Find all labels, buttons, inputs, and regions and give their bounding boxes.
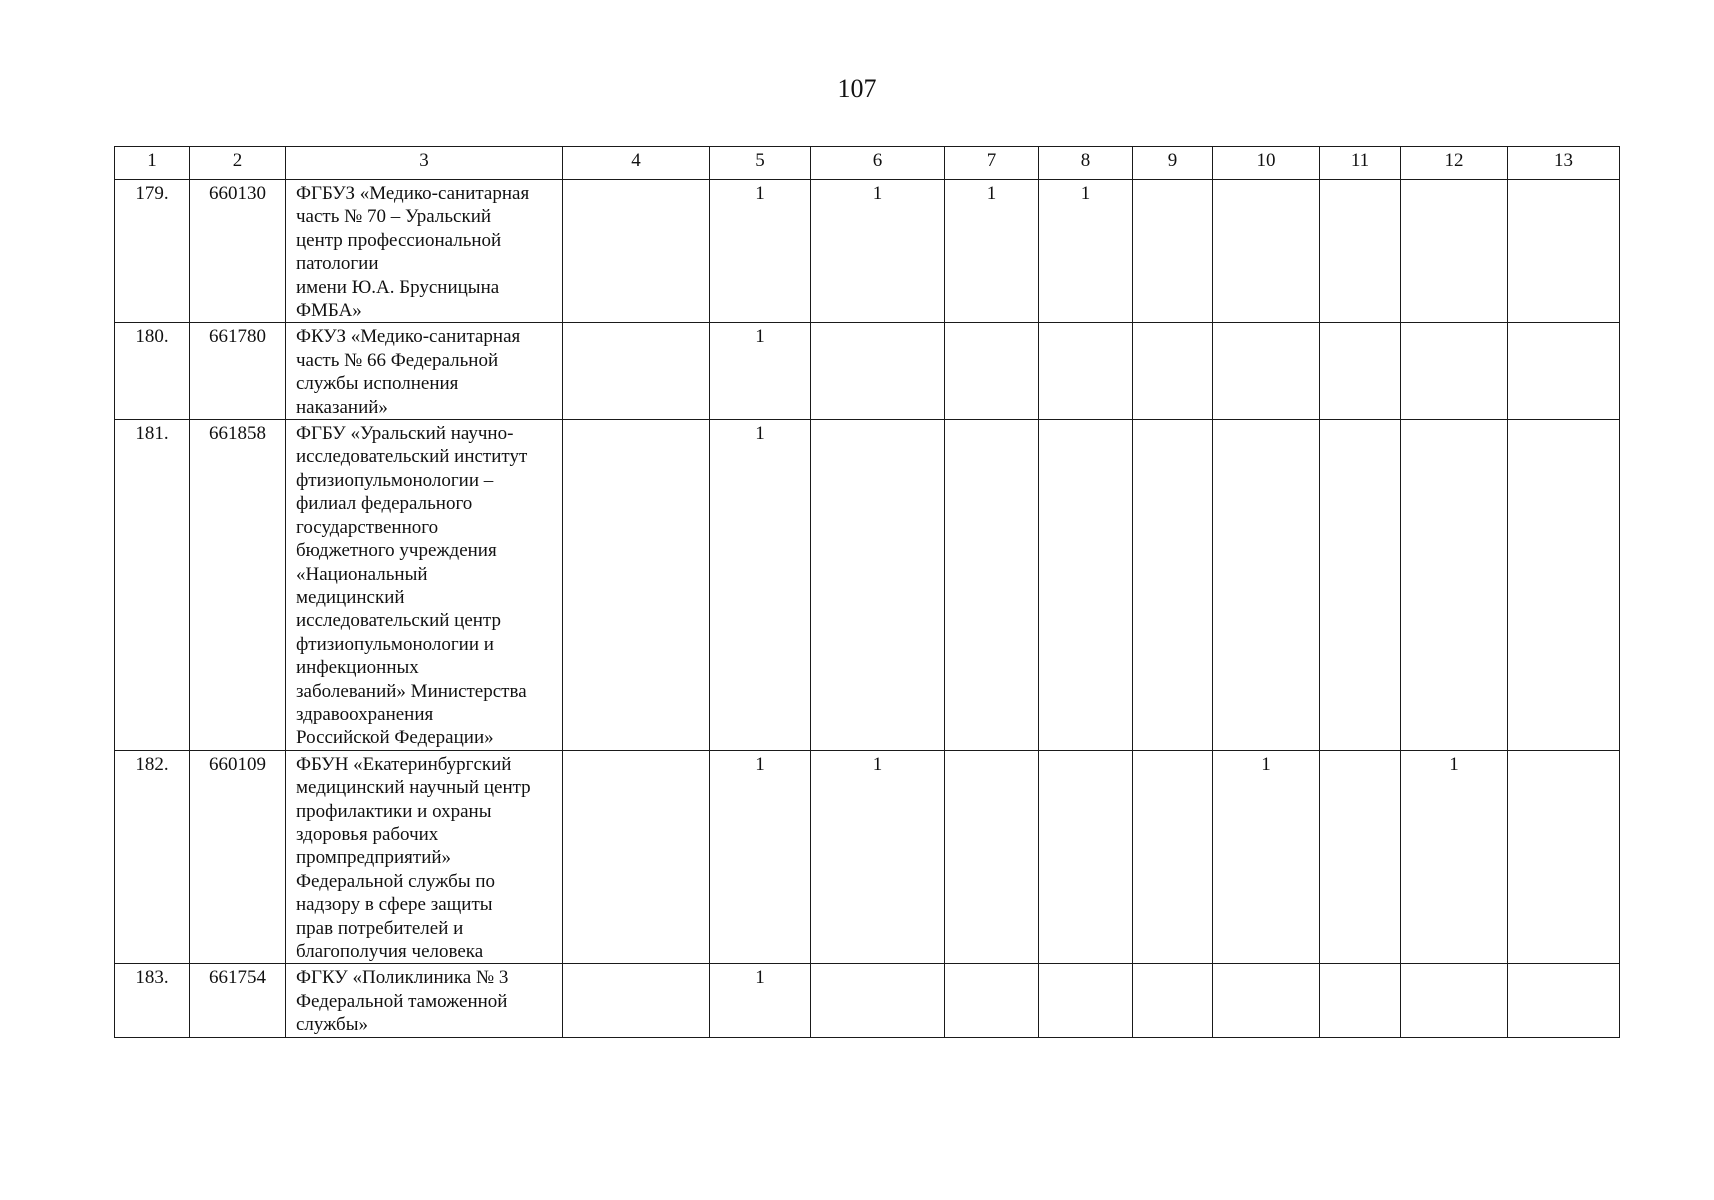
page-number: 107: [837, 74, 877, 103]
organization-name: [286, 750, 563, 964]
value-cell: 1: [710, 964, 811, 1037]
value-cell: [1320, 750, 1401, 964]
value-cell: [945, 964, 1039, 1037]
value-cell: [1213, 323, 1320, 420]
header-cell: 3: [286, 147, 563, 180]
value-cell: [1508, 323, 1620, 420]
organization-name-line: ФБУН «Екатеринбургский: [296, 753, 512, 775]
organization-name-line: ФГБУЗ «Медико-санитарная: [296, 183, 530, 204]
value-cell: [1213, 964, 1320, 1037]
value-cell: [1401, 964, 1508, 1037]
organization-code: 660130: [190, 180, 286, 323]
organization-name-line: благополучия человека: [296, 941, 484, 962]
organization-name-line: фтизиопульмонологии –: [296, 469, 494, 491]
table-row: [115, 964, 1620, 1037]
header-cell: 8: [1039, 147, 1133, 180]
organization-name-line: прав потребителей и: [296, 917, 464, 939]
header-cell: 11: [1320, 147, 1401, 180]
value-cell: [563, 964, 710, 1037]
value-cell: 1: [811, 750, 945, 964]
table-row: [115, 180, 1620, 323]
value-cell: 1: [1213, 750, 1320, 964]
row-number: 182.: [115, 750, 190, 964]
organization-name: [286, 420, 563, 751]
organization-code: 661754: [190, 964, 286, 1037]
table-row: [115, 750, 1620, 964]
value-cell: [1213, 180, 1320, 323]
organization-name-line: исследовательский центр: [296, 610, 501, 632]
organization-name-line: исследовательский институт: [296, 446, 528, 468]
value-cell: 1: [1401, 750, 1508, 964]
registry-table: [114, 146, 1620, 1038]
value-cell: [1508, 964, 1620, 1037]
value-cell: 1: [945, 180, 1039, 323]
organization-code: 660109: [190, 750, 286, 964]
organization-name-line: ФКУЗ «Медико-санитарная: [296, 326, 521, 348]
organization-name-line: службы исполнения: [296, 373, 459, 395]
row-number: 181.: [115, 420, 190, 751]
value-cell: [1320, 323, 1401, 420]
value-cell: [811, 420, 945, 751]
organization-name-line: ФГБУ «Уральский научно-: [296, 423, 514, 445]
value-cell: [1401, 420, 1508, 751]
value-cell: [1133, 323, 1213, 420]
value-cell: 1: [1039, 180, 1133, 323]
header-cell: 12: [1401, 147, 1508, 180]
organization-name-line: профилактики и охраны: [296, 800, 492, 822]
header-row: [115, 147, 1620, 180]
value-cell: [1320, 180, 1401, 323]
value-cell: [1133, 180, 1213, 323]
value-cell: [1039, 750, 1133, 964]
value-cell: [1133, 420, 1213, 751]
organization-name-line: часть № 70 – Уральский: [296, 206, 492, 228]
value-cell: [1213, 420, 1320, 751]
organization-name-line: надзору в сфере защиты: [296, 894, 493, 916]
value-cell: 1: [710, 750, 811, 964]
value-cell: [1133, 750, 1213, 964]
value-cell: [945, 750, 1039, 964]
value-cell: [1133, 964, 1213, 1037]
header-cell: 2: [190, 147, 286, 180]
value-cell: [1039, 420, 1133, 751]
value-cell: [1039, 323, 1133, 420]
value-cell: [811, 964, 945, 1037]
organization-name-line: Федеральной службы по: [296, 870, 496, 892]
organization-name-line: патологии: [296, 253, 379, 275]
header-cell: 6: [811, 147, 945, 180]
table-row: [115, 420, 1620, 751]
organization-name-line: инфекционных: [296, 657, 419, 679]
organization-name: [286, 180, 563, 323]
organization-code: 661780: [190, 323, 286, 420]
organization-name-line: филиал федерального: [296, 493, 473, 515]
row-number: 183.: [115, 964, 190, 1037]
organization-name-line: Федеральной таможенной: [296, 990, 508, 1012]
organization-name-line: здравоохранения: [296, 703, 434, 725]
value-cell: [1401, 180, 1508, 323]
value-cell: [945, 420, 1039, 751]
organization-name-line: ФМБА»: [296, 300, 362, 322]
header-cell: 1: [115, 147, 190, 180]
organization-name-line: медицинский научный центр: [296, 777, 531, 799]
row-number: 180.: [115, 323, 190, 420]
value-cell: [1508, 180, 1620, 323]
organization-name-line: Российской Федерации»: [296, 727, 494, 749]
value-cell: [563, 750, 710, 964]
organization-name: [286, 323, 563, 420]
value-cell: [1508, 750, 1620, 964]
table-row: [115, 323, 1620, 420]
header-cell: 4: [563, 147, 710, 180]
organization-name-line: ФГКУ «Поликлиника № 3: [296, 967, 509, 989]
value-cell: [563, 180, 710, 323]
organization-code: 661858: [190, 420, 286, 751]
value-cell: 1: [710, 180, 811, 323]
row-number: 179.: [115, 180, 190, 323]
value-cell: [945, 323, 1039, 420]
organization-name-line: службы»: [296, 1014, 368, 1036]
organization-name-line: центр профессиональной: [296, 229, 502, 251]
organization-name-line: государственного: [296, 516, 439, 538]
organization-name: [286, 964, 563, 1037]
header-cell: 13: [1508, 147, 1620, 180]
value-cell: [811, 323, 945, 420]
organization-name-line: часть № 66 Федеральной: [296, 349, 499, 371]
value-cell: [563, 420, 710, 751]
value-cell: [1039, 964, 1133, 1037]
header-cell: 9: [1133, 147, 1213, 180]
organization-name-line: бюджетного учреждения: [296, 540, 497, 562]
organization-name-line: фтизиопульмонологии и: [296, 633, 494, 655]
value-cell: 1: [710, 420, 811, 751]
value-cell: [1508, 420, 1620, 751]
organization-name-line: медицинский: [296, 586, 405, 608]
header-cell: 7: [945, 147, 1039, 180]
organization-name-line: промпредприятий»: [296, 847, 452, 869]
value-cell: 1: [710, 323, 811, 420]
organization-name-line: имени Ю.А. Брусницына: [296, 276, 500, 298]
organization-name-line: наказаний»: [296, 396, 388, 418]
organization-name-line: здоровья рабочих: [296, 823, 439, 845]
value-cell: [1320, 420, 1401, 751]
organization-name-line: заболеваний» Министерства: [296, 680, 527, 702]
header-cell: 10: [1213, 147, 1320, 180]
value-cell: [563, 323, 710, 420]
organization-name-line: «Национальный: [296, 563, 428, 585]
header-cell: 5: [710, 147, 811, 180]
value-cell: [1320, 964, 1401, 1037]
value-cell: 1: [811, 180, 945, 323]
value-cell: [1401, 323, 1508, 420]
